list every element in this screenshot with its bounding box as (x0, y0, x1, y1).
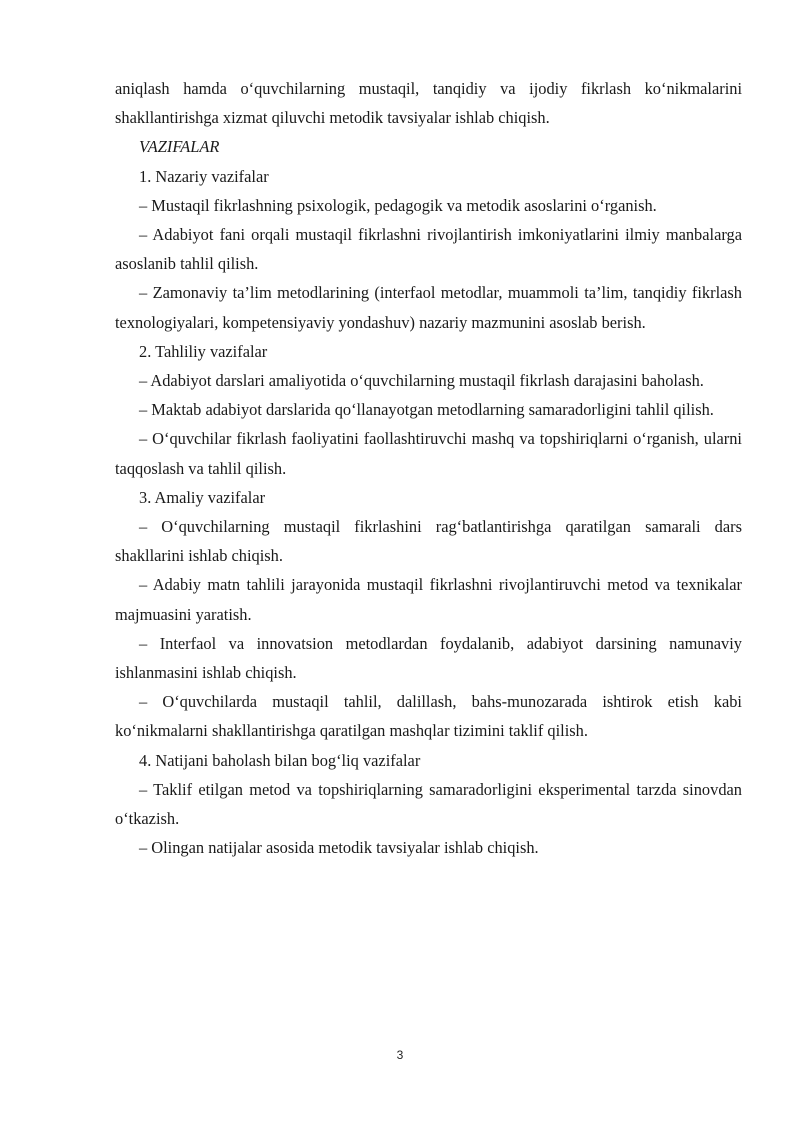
section-3-item-4: – O‘quvchilarda mustaqil tahlil, dalillash, bahs-munozarada ishtirok etish kabi ko‘nikmalarni shakllantirishga qaratilgan mashqlar tizimini taklif qilish. (115, 692, 742, 741)
section-2-title: 2. Tahliliy vazifalar (139, 341, 268, 361)
intro-paragraph: aniqlash hamda o‘quvchilarning mustaqil, tanqidiy va ijodiy fikrlash ko‘nikmalarini shakllantirishga xizmat qiluvchi metodik tavsiyalar ishlab chiqish. (115, 79, 742, 128)
section-4-item-1: – Taklif etilgan metod va topshiriqlarning samaradorligini eksperimental tarzda sinovdan o‘tkazish. (115, 779, 742, 829)
section-1-item-1: – Mustaqil fikrlashning psixologik, pedagogik va metodik asoslarini o‘rganish. (139, 195, 657, 215)
section-2-item-2: – Maktab adabiyot darslarida qo‘llanayotgan metodlarning samaradorligini tahlil qilish. (139, 400, 714, 420)
section-2-item-3: – O‘quvchilar fikrlash faoliyatini faollashtiruvchi mashq va topshiriqlarni o‘rganish, ularni taqqoslash va tahlil qilish. (115, 429, 742, 478)
section-2-item-1: – Adabiyot darslari amaliyotida o‘quvchilarning mustaqil fikrlash darajasini baholash. (139, 371, 704, 391)
page-number: 3 (396, 1048, 404, 1062)
section-3-title: 3. Amaliy vazifalar (139, 487, 266, 507)
section-3-item-3: – Interfaol va innovatsion metodlardan foydalanib, adabiyot darsining namunaviy ishlanmasini ishlab chiqish. (115, 633, 742, 683)
section-4-item-2: – Olingan natijalar asosida metodik tavsiyalar ishlab chiqish. (139, 838, 539, 858)
section-3-item-1: – O‘quvchilarning mustaqil fikrlashini rag‘batlantirishga qaratilgan samarali dars shakllarini ishlab chiqish. (115, 517, 742, 566)
document-body (115, 74, 742, 862)
section-3-item-2: – Adabiy matn tahlili jarayonida mustaqil fikrlashni rivojlantiruvchi metod va texnikalar majmuasini yaratish. (115, 575, 742, 624)
section-1-item-2: – Adabiyot fani orqali mustaqil fikrlashni rivojlantirish imkoniyatlarini ilmiy manbalarga asoslanib tahlil qilish. (115, 225, 742, 274)
section-1-title: 1. Nazariy vazifalar (139, 166, 269, 186)
section-1-item-3: – Zamonaviy ta’lim metodlarining (interfaol metodlar, muammoli ta’lim, tanqidiy fikrlash texnologiyalari, kompetensiyaviy yondashuv) nazariy mazmunini asoslab berish. (115, 283, 742, 332)
section-4-title: 4. Natijani baholash bilan bog‘liq vazifalar (139, 750, 421, 770)
tasks-heading: VAZIFALAR (139, 137, 220, 157)
